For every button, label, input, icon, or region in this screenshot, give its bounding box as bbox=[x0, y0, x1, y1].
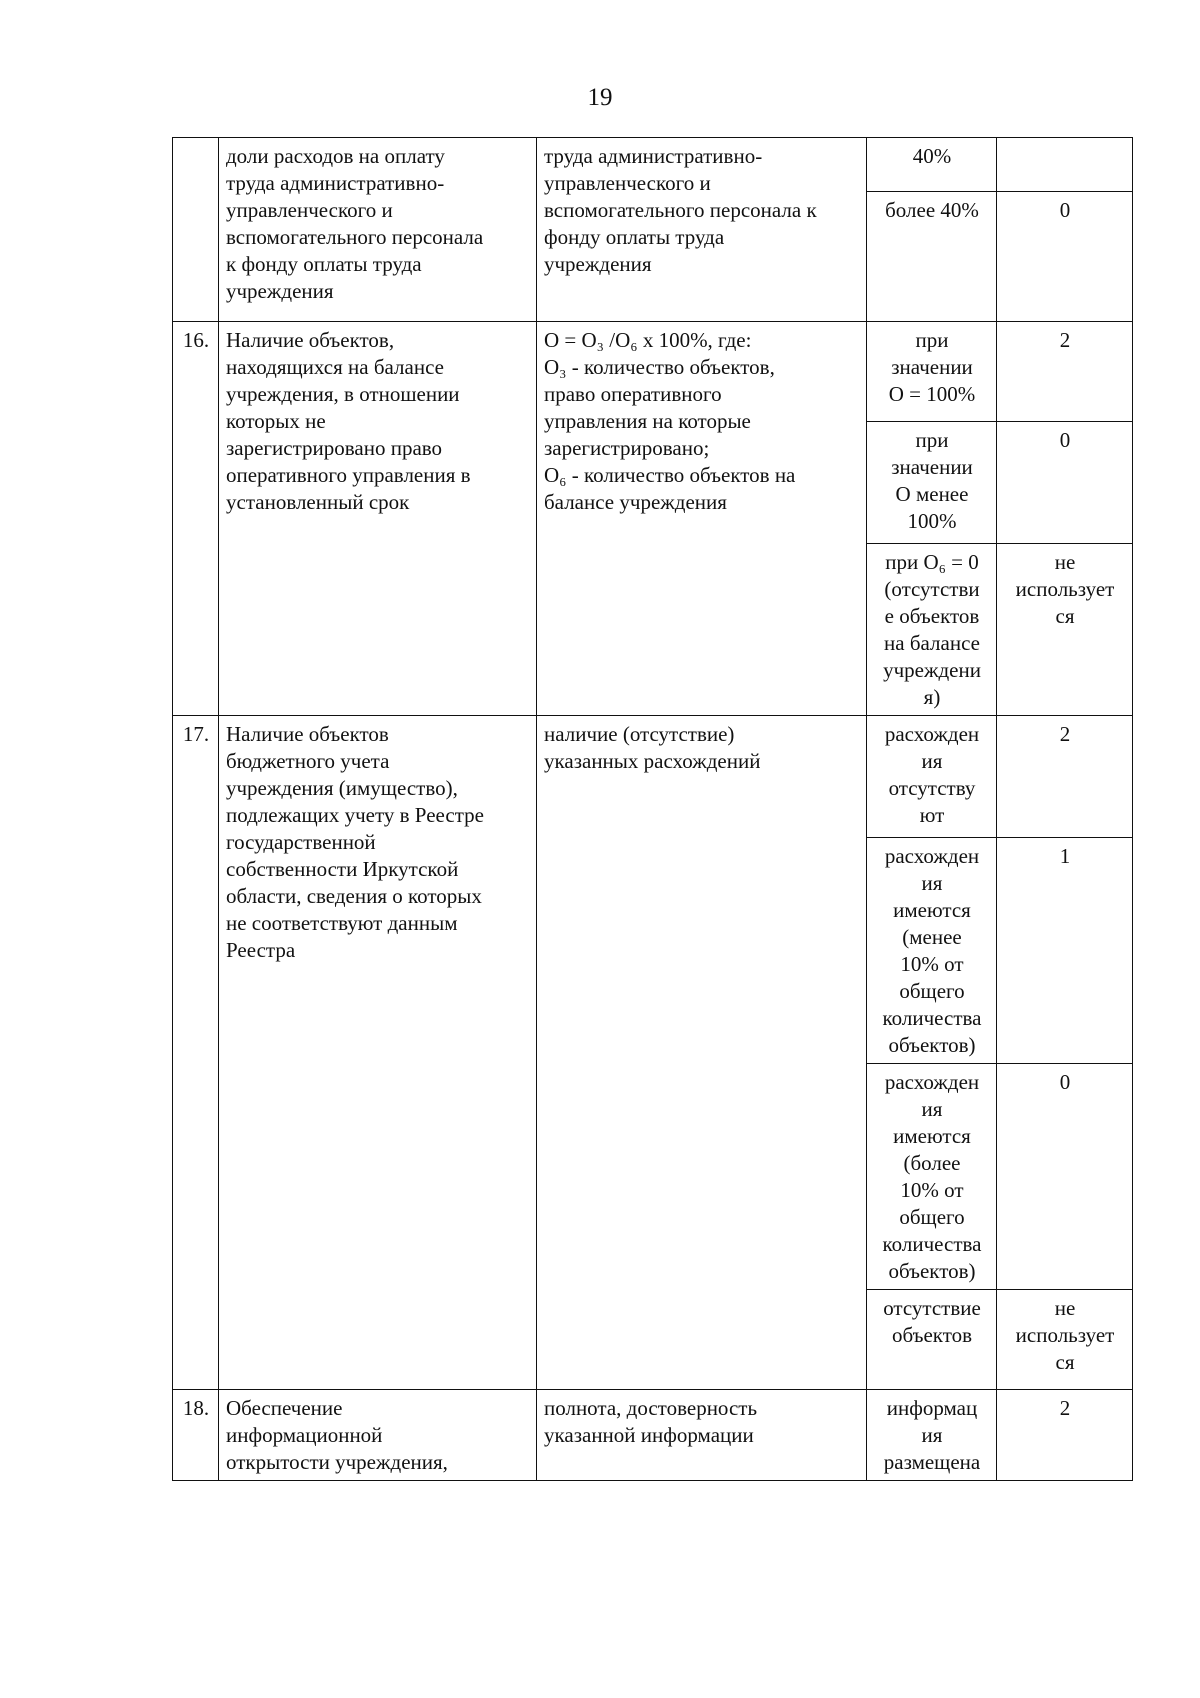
formula-line: управленческого и bbox=[544, 171, 711, 195]
value-line: имеются bbox=[893, 898, 971, 922]
score-line: использует bbox=[1015, 1323, 1115, 1347]
value-line: отсутствие bbox=[883, 1296, 981, 1320]
row-number: 17. bbox=[173, 716, 219, 1390]
formula-line: вспомогательного персонала к bbox=[544, 198, 817, 222]
value-line: более 40% bbox=[885, 198, 979, 222]
criterion-line: установленный срок bbox=[226, 490, 410, 514]
formula-cell bbox=[537, 322, 867, 716]
value-line: объектов) bbox=[888, 1259, 976, 1283]
value-line: размещена bbox=[883, 1450, 981, 1474]
score-line: 0 bbox=[1059, 198, 1071, 222]
value-line: расхожден bbox=[884, 722, 980, 746]
value-line: отсутству bbox=[888, 776, 976, 800]
criterion-line: не соответствуют данным bbox=[226, 911, 458, 935]
value-cell bbox=[867, 1390, 997, 1481]
criterion-cell bbox=[219, 716, 537, 1390]
row-number: 18. bbox=[173, 1390, 219, 1481]
value-line: О = 100% bbox=[888, 382, 976, 406]
criterion-line: которых не bbox=[226, 409, 326, 433]
criterion-line: управленческого и bbox=[226, 198, 393, 222]
value-line: 40% bbox=[912, 144, 952, 168]
value-cell bbox=[867, 422, 997, 544]
table-row bbox=[173, 716, 1133, 838]
score-cell bbox=[997, 1290, 1133, 1390]
criterion-line: открытости учреждения, bbox=[226, 1450, 448, 1474]
criterion-line: области, сведения о которых bbox=[226, 884, 482, 908]
criterion-line: подлежащих учету в Реестре bbox=[226, 803, 484, 827]
value-cell bbox=[867, 716, 997, 838]
value-line: общего bbox=[899, 979, 965, 1003]
score-cell bbox=[997, 138, 1133, 192]
formula-line: полнота, достоверность bbox=[544, 1396, 758, 1420]
criterion-line: Наличие объектов bbox=[226, 722, 389, 746]
score-cell bbox=[997, 422, 1133, 544]
value-line: общего bbox=[899, 1205, 965, 1229]
value-line: при О₆ = 0 bbox=[885, 550, 979, 574]
criterion-line: информационной bbox=[226, 1423, 383, 1447]
value-line: 10% от bbox=[900, 952, 964, 976]
value-line: расхожден bbox=[884, 1070, 980, 1094]
score-line: использует bbox=[1015, 577, 1115, 601]
score-cell bbox=[997, 1390, 1133, 1481]
row-number bbox=[173, 138, 219, 322]
criterion-line: бюджетного учета bbox=[226, 749, 390, 773]
formula-line: О = О₃ /О₆ х 100%, где: bbox=[544, 328, 752, 352]
value-line: О менее bbox=[895, 482, 969, 506]
formula-cell bbox=[537, 1390, 867, 1481]
formula-line: право оперативного bbox=[544, 382, 722, 406]
score-cell bbox=[997, 1064, 1133, 1290]
value-line: объектов bbox=[891, 1323, 973, 1347]
value-line: имеются bbox=[893, 1124, 971, 1148]
criterion-cell bbox=[219, 138, 537, 322]
criterion-line: вспомогательного персонала bbox=[226, 225, 484, 249]
formula-line: учреждения bbox=[544, 252, 652, 276]
value-line: (отсутстви bbox=[884, 577, 980, 601]
criterion-line: оперативного управления в bbox=[226, 463, 471, 487]
value-line: значении bbox=[891, 455, 973, 479]
value-line: (более bbox=[903, 1151, 961, 1175]
criterion-line: учреждения, в отношении bbox=[226, 382, 460, 406]
formula-line: О₃ - количество объектов, bbox=[544, 355, 775, 379]
criterion-line: зарегистрировано право bbox=[226, 436, 443, 460]
value-cell bbox=[867, 322, 997, 422]
score-line: не bbox=[1054, 1296, 1076, 1320]
formula-line: указанной информации bbox=[544, 1423, 754, 1447]
value-line: (менее bbox=[902, 925, 962, 949]
formula-line: фонду оплаты труда bbox=[544, 225, 725, 249]
criterion-cell bbox=[219, 1390, 537, 1481]
value-line: ия bbox=[921, 749, 943, 773]
value-cell bbox=[867, 838, 997, 1064]
score-cell bbox=[997, 716, 1133, 838]
formula-line: труда административно- bbox=[544, 144, 763, 168]
score-line: 1 bbox=[1059, 844, 1071, 868]
criteria-table bbox=[172, 137, 1133, 1481]
table-row bbox=[173, 322, 1133, 422]
criterion-line: Реестра bbox=[226, 938, 296, 962]
score-line: ся bbox=[1055, 1350, 1075, 1374]
value-line: ия bbox=[921, 871, 943, 895]
score-line: ся bbox=[1055, 604, 1075, 628]
score-line: 2 bbox=[1059, 328, 1071, 352]
value-line: е объектов bbox=[884, 604, 980, 628]
table-row bbox=[173, 138, 1133, 192]
value-line: учреждени bbox=[883, 658, 981, 682]
value-line: значении bbox=[891, 355, 973, 379]
criterion-cell bbox=[219, 322, 537, 716]
criterion-line: учреждения (имущество), bbox=[226, 776, 458, 800]
formula-line: балансе учреждения bbox=[544, 490, 727, 514]
criterion-line: собственности Иркутской bbox=[226, 857, 459, 881]
row-number: 16. bbox=[173, 322, 219, 716]
score-cell bbox=[997, 322, 1133, 422]
formula-line: наличие (отсутствие) bbox=[544, 722, 735, 746]
criteria-table-body bbox=[173, 138, 1133, 1481]
score-cell bbox=[997, 838, 1133, 1064]
score-line: не bbox=[1054, 550, 1076, 574]
formula-line: О₆ - количество объектов на bbox=[544, 463, 796, 487]
value-line: объектов) bbox=[888, 1033, 976, 1057]
formula-cell bbox=[537, 716, 867, 1390]
score-line: 0 bbox=[1059, 428, 1071, 452]
score-cell bbox=[997, 192, 1133, 322]
page-number: 19 bbox=[587, 84, 613, 111]
value-cell bbox=[867, 1290, 997, 1390]
value-line: ия bbox=[921, 1097, 943, 1121]
criterion-line: Обеспечение bbox=[226, 1396, 343, 1420]
formula-cell bbox=[537, 138, 867, 322]
value-line: расхожден bbox=[884, 844, 980, 868]
score-cell bbox=[997, 544, 1133, 716]
criterion-line: к фонду оплаты труда bbox=[226, 252, 422, 276]
value-line: ия bbox=[921, 1423, 943, 1447]
formula-line: указанных расхождений bbox=[544, 749, 761, 773]
table-row bbox=[173, 1390, 1133, 1481]
value-line: на балансе bbox=[884, 631, 980, 655]
criterion-line: Наличие объектов, bbox=[226, 328, 395, 352]
score-line: 0 bbox=[1059, 1070, 1071, 1094]
value-line: я) bbox=[923, 685, 941, 709]
value-line: при bbox=[915, 328, 949, 352]
value-cell bbox=[867, 1064, 997, 1290]
value-line: ют bbox=[919, 803, 945, 827]
value-line: количества bbox=[882, 1232, 982, 1256]
score-line: 2 bbox=[1059, 722, 1071, 746]
score-line: 2 bbox=[1059, 1396, 1071, 1420]
criterion-line: находящихся на балансе bbox=[226, 355, 444, 379]
criterion-line: труда административно- bbox=[226, 171, 445, 195]
value-cell bbox=[867, 544, 997, 716]
value-line: информац bbox=[886, 1396, 978, 1420]
value-line: 100% bbox=[907, 509, 957, 533]
value-line: 10% от bbox=[900, 1178, 964, 1202]
value-line: при bbox=[915, 428, 949, 452]
formula-line: управления на которые bbox=[544, 409, 751, 433]
criterion-line: учреждения bbox=[226, 279, 334, 303]
value-cell bbox=[867, 138, 997, 192]
criterion-line: доли расходов на оплату bbox=[226, 144, 445, 168]
criterion-line: государственной bbox=[226, 830, 376, 854]
value-line: количества bbox=[882, 1006, 982, 1030]
value-cell bbox=[867, 192, 997, 322]
formula-line: зарегистрировано; bbox=[544, 436, 710, 460]
